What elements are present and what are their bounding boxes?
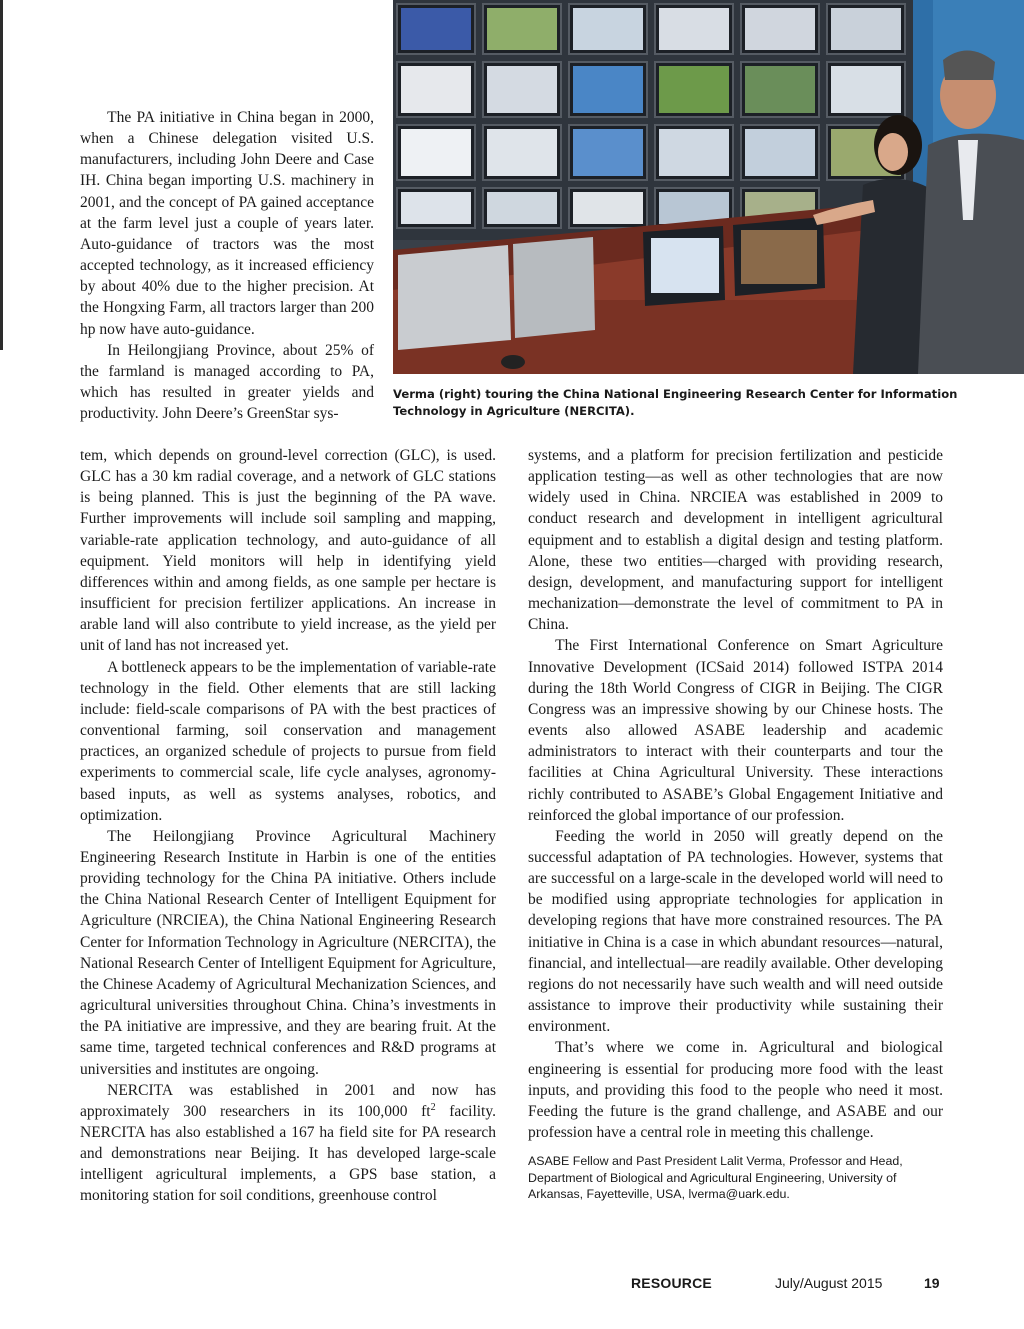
paragraph: The Heilongjiang Province Agricultural Machinery Engineering Research Institute in Harbin is one of the entities providing technology for the China PA initiative. Others include the China National Research Center of Intelligent Equipment for Agriculture (NRCIEA), the China National Engineering Research Center for Information Technology in Agriculture (NERCITA), the National Research Center of Intelligent Equipment for Agriculture, the Chinese Academy of Agricultural Mechanization Sciences, and agricultural universities throughout China. China’s investments in the PA initiative are impressive, and they are bearing fruit. At the same time, targeted technical conferences and R&D programs at universities and institutes are ongoing. <box>80 827 496 1078</box>
paragraph: The First International Conference on Smart Agriculture Innovative Development (ICSaid 2014) followed ISTPA 2014 during the 18th World Congress of CIGR in Beijing. The CIGR Congress was an impressive showing by our Chinese hosts. The events also allowed ASABE leadership and academic administrators to interact with their counterparts and tour the facilities at China Agricultural University. These interactions richly contributed to ASABE’s Global Engagement Initiative and reinforced the global importance of our profession. <box>528 637 943 824</box>
nercita-text-after: facility. NERCITA has also established a 167 ha field site for PA research and demonstrations near Beijing. It has developed large-scale intelligent agricultural implements, a GPS base station, a monitoring station for soil conditions, greenhouse control <box>80 1102 496 1205</box>
photo-caption: Verma (right) touring the China National Engineering Research Center for Information Technology in Agriculture (NERCITA). <box>393 387 958 418</box>
paragraph-nercita <box>80 1080 496 1207</box>
paragraph: tem, which depends on ground-level correction (GLC), is used. GLC has a 30 km radial coverage, and a network of GLC stations is being planned. This is just the beginning of the PA wave. Further improvements will include soil sampling and mapping, variable-rate application technology, and auto-guidance of all equipment. Yield monitors will help in identifying yield differences within and among fields, as one sample per hectare is insufficient for precision fertilizer applications. An increase in arable land will also contribute to yield increase, as the yield per unit of land has not increased yet. <box>80 447 496 655</box>
paragraph: The PA initiative in China began in 2000, when a Chinese delegation visited U.S. manufacturers, including John Deere and Case IH. China began importing U.S. machinery in 2001, and the concept of PA gained acceptance at the farm level just a couple of years later. Auto-guidance of tractors was the most accepted technology, as it increased efficiency by about 40% due to the higher precision. At the Hongxing Farm, all tractors larger than 200 hp now have auto-guidance. <box>80 109 374 338</box>
paragraph: systems, and a platform for precision fertilization and pesticide application testing—as well as other technologies that are now widely used in China. NRCIEA was established in 2009 to conduct research and development in intelligent agricultural equipment and to establish a digital design and testing platform. Alone, these two entities—charged with providing research, design, development, and manufacturing support for intelligent mechanization—demonstrate the level of commitment to PA in China. <box>528 447 943 634</box>
page-number: 19 <box>924 1275 940 1291</box>
superscript-two: 2 <box>430 1101 436 1113</box>
page-footer <box>0 1275 1024 1299</box>
right-column <box>528 445 943 1203</box>
author-bio: ASABE Fellow and Past President Lalit Verma, Professor and Head, Department of Biological and Agricultural Engineering, University of Arkansas, Fayetteville, USA, lverma@uark.edu. <box>528 1154 903 1202</box>
page-edge-bar <box>0 0 3 350</box>
paragraph: Feeding the world in 2050 will greatly depend on the successful adaptation of PA technologies. However, systems that are successful on a large-scale in the developed world will need to be modified using appropriate technologies for application in developing regions that have more constrained resources. The PA initiative in China is a case in which abundant resources—natural, financial, and intellectual—are readily available. Other developing regions do not necessarily have such wealth and will need outside assistance to improve their productivity while sustaining their environment. <box>528 827 943 1036</box>
nercita-text-before: NERCITA was established in 2001 and now has approximately 300 researchers in its 100,000 ft <box>80 1081 496 1120</box>
paragraph: A bottleneck appears to be the implementation of variable-rate technology in the field. Other elements that are still lacking include: field-scale comparisons of PA with the best practices of conventional farming, soil conservation and management practices, an organized schedule of projects to pursue from field experiments to commercial scale, life cycle analyses, agronomy-based inputs, as well as systems analyses, robotics, and optimization. <box>80 658 496 824</box>
issue-date: July/August 2015 <box>775 1275 883 1291</box>
paragraph: In Heilongjiang Province, about 25% of the farmland is managed according to PA, which has resulted in greater yields and productivity. John Deere’s GreenStar sys- <box>80 341 374 423</box>
magazine-name: RESOURCE <box>631 1275 712 1291</box>
article-photo <box>393 0 1024 374</box>
paragraph: That’s where we come in. Agricultural and biological engineering is essential for producing more food with the least inputs, and providing this food to the people who need it most. Feeding the future is the grand challenge, and ASABE and our profession have a central role in meeting this challenge. <box>528 1039 943 1141</box>
left-column-top <box>80 107 374 424</box>
left-column-bottom <box>80 445 496 1207</box>
